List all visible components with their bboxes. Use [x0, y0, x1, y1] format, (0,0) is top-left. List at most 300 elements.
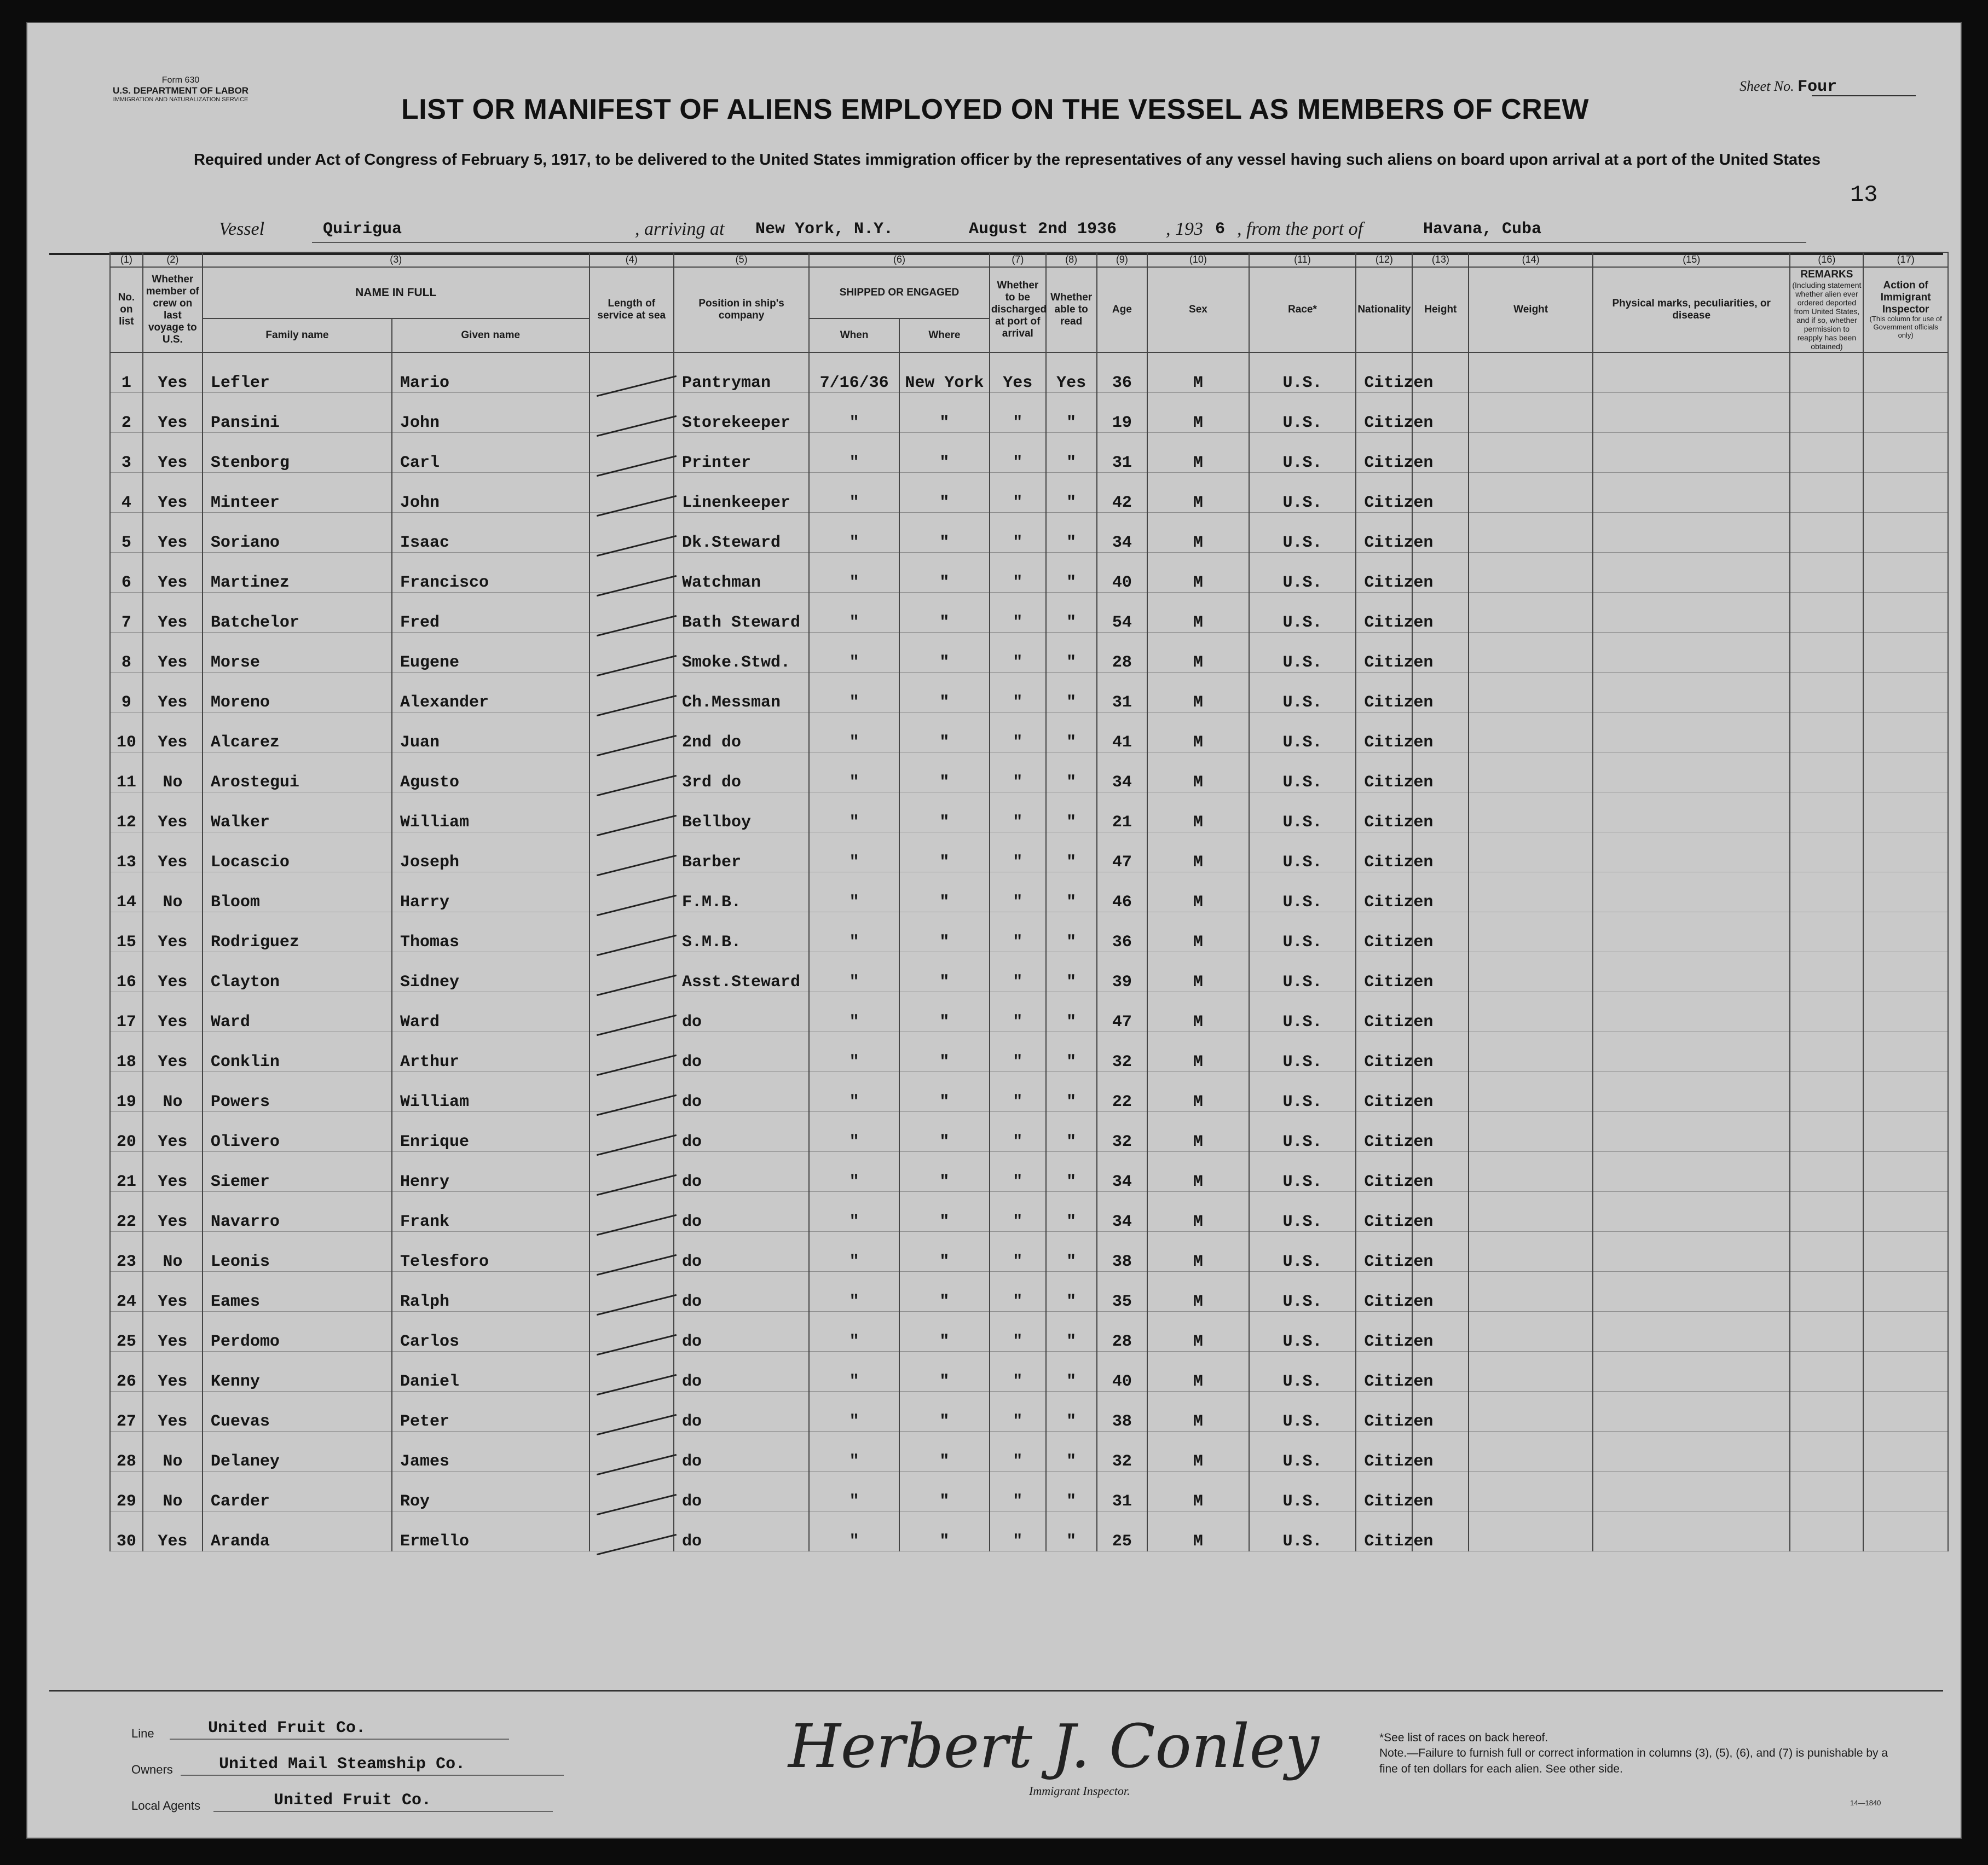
crew-rows — [110, 352, 1948, 1551]
empty-cell — [1863, 1032, 1948, 1072]
family-name-cell: Cuevas — [203, 1392, 392, 1432]
family-name-cell: Ward — [203, 992, 392, 1032]
header-row-1 — [110, 267, 1948, 318]
position-cell: Storekeeper — [674, 393, 809, 433]
row-number: 5 — [110, 513, 143, 553]
row-number: 11 — [110, 752, 143, 792]
family-name-cell: Martinez — [203, 553, 392, 593]
family-name-cell: Leonis — [203, 1232, 392, 1272]
length-service-cell — [590, 912, 674, 952]
row-number: 3 — [110, 433, 143, 473]
shipped-when-cell: " — [809, 1072, 899, 1112]
table-row — [110, 1272, 1948, 1312]
nationality-cell: Citizen — [1356, 752, 1412, 792]
nationality-cell: Citizen — [1356, 872, 1412, 912]
empty-cell — [1593, 673, 1790, 713]
table-row — [110, 1352, 1948, 1392]
header-age: Age — [1097, 267, 1148, 353]
shipped-where-cell: " — [899, 473, 990, 513]
sex-cell: M — [1147, 832, 1249, 872]
given-name-cell: Roy — [392, 1472, 590, 1511]
nationality-cell: Citizen — [1356, 1511, 1412, 1551]
empty-cell — [1863, 352, 1948, 393]
empty-cell — [1469, 673, 1593, 713]
last-voyage-cell: No — [143, 1072, 203, 1112]
row-number: 10 — [110, 713, 143, 752]
empty-cell — [1593, 992, 1790, 1032]
shipped-when-cell: " — [809, 1312, 899, 1352]
length-service-cell — [590, 513, 674, 553]
race-cell: U.S. — [1249, 1511, 1356, 1551]
last-voyage-cell: Yes — [143, 1152, 203, 1192]
empty-cell — [1863, 1352, 1948, 1392]
last-voyage-cell: Yes — [143, 1352, 203, 1392]
shipped-when-cell: " — [809, 1112, 899, 1152]
sex-cell: M — [1147, 1312, 1249, 1352]
able-read-cell: " — [1046, 593, 1097, 633]
able-read-cell: " — [1046, 1232, 1097, 1272]
empty-cell — [1469, 393, 1593, 433]
empty-cell — [1863, 912, 1948, 952]
discharged-cell: " — [990, 832, 1046, 872]
col-num-14: (14) — [1469, 252, 1593, 267]
family-name-cell: Morse — [203, 633, 392, 673]
position-cell: do — [674, 1392, 809, 1432]
given-name-cell: Enrique — [392, 1112, 590, 1152]
col-num-8: (8) — [1046, 252, 1097, 267]
family-name-cell: Soriano — [203, 513, 392, 553]
age-cell: 28 — [1097, 1312, 1148, 1352]
given-name-cell: John — [392, 473, 590, 513]
sex-cell: M — [1147, 593, 1249, 633]
shipped-where-cell: " — [899, 952, 990, 992]
last-voyage-cell: Yes — [143, 832, 203, 872]
agents-label: Local Agents — [131, 1799, 200, 1812]
family-name-cell: Minteer — [203, 473, 392, 513]
row-number: 25 — [110, 1312, 143, 1352]
able-read-cell: " — [1046, 1032, 1097, 1072]
empty-cell — [1469, 1072, 1593, 1112]
family-name-cell: Aranda — [203, 1511, 392, 1551]
row-number: 30 — [110, 1511, 143, 1551]
empty-cell — [1790, 992, 1863, 1032]
owners-underline — [181, 1775, 564, 1776]
able-read-cell: " — [1046, 673, 1097, 713]
length-service-cell — [590, 1032, 674, 1072]
empty-cell — [1593, 473, 1790, 513]
empty-cell — [1469, 513, 1593, 553]
owners-label: Owners — [131, 1763, 173, 1776]
shipped-when-cell: " — [809, 1511, 899, 1551]
empty-cell — [1790, 1072, 1863, 1112]
last-voyage-cell: Yes — [143, 1112, 203, 1152]
empty-cell — [1593, 952, 1790, 992]
shipped-when-cell: " — [809, 952, 899, 992]
able-read-cell: " — [1046, 1472, 1097, 1511]
empty-cell — [1469, 872, 1593, 912]
family-name-cell: Eames — [203, 1272, 392, 1312]
shipped-where-cell: " — [899, 393, 990, 433]
age-cell: 41 — [1097, 713, 1148, 752]
empty-cell — [1593, 1232, 1790, 1272]
empty-cell — [1469, 1192, 1593, 1232]
nationality-cell: Citizen — [1356, 952, 1412, 992]
form-code: 14—1840 — [1850, 1799, 1881, 1807]
header-physical-marks: Physical marks, peculiarities, or disease — [1593, 267, 1790, 353]
col-num-1: (1) — [110, 252, 143, 267]
given-name-cell: Peter — [392, 1392, 590, 1432]
empty-cell — [1863, 1072, 1948, 1112]
empty-cell — [1863, 393, 1948, 433]
empty-cell — [1863, 992, 1948, 1032]
empty-cell — [1469, 1232, 1593, 1272]
shipped-when-cell: " — [809, 912, 899, 952]
length-service-cell — [590, 1472, 674, 1511]
empty-cell — [1593, 633, 1790, 673]
position-cell: do — [674, 1352, 809, 1392]
nationality-cell: Citizen — [1356, 352, 1412, 393]
vessel-name: Quirigua — [323, 220, 402, 239]
shipped-where-cell: New York — [899, 352, 990, 393]
given-name-cell: Henry — [392, 1152, 590, 1192]
empty-cell — [1593, 1072, 1790, 1112]
last-voyage-cell: Yes — [143, 792, 203, 832]
col-num-9: (9) — [1097, 252, 1148, 267]
empty-cell — [1790, 872, 1863, 912]
able-read-cell: " — [1046, 473, 1097, 513]
family-name-cell: Alcarez — [203, 713, 392, 752]
empty-cell — [1593, 1432, 1790, 1472]
family-name-cell: Powers — [203, 1072, 392, 1112]
table-row — [110, 1312, 1948, 1352]
penalty-note: Note.—Failure to furnish full or correct information in columns (3), (5), (6), and (7) is punishable by a fine of ten dollars for each alien. See other side. — [1379, 1747, 1888, 1775]
race-cell: U.S. — [1249, 393, 1356, 433]
empty-cell — [1469, 992, 1593, 1032]
col-num-7: (7) — [990, 252, 1046, 267]
given-name-cell: Ward — [392, 992, 590, 1032]
given-name-cell: Carl — [392, 433, 590, 473]
discharged-cell: " — [990, 1112, 1046, 1152]
empty-cell — [1593, 1392, 1790, 1432]
last-voyage-cell: No — [143, 1232, 203, 1272]
header-weight: Weight — [1469, 267, 1593, 353]
sex-cell: M — [1147, 1152, 1249, 1192]
empty-cell — [1863, 1272, 1948, 1312]
discharged-cell: " — [990, 1392, 1046, 1432]
empty-cell — [1593, 1312, 1790, 1352]
row-number: 16 — [110, 952, 143, 992]
header-length-service: Length of service at sea — [590, 267, 674, 353]
discharged-cell: " — [990, 1032, 1046, 1072]
length-service-cell — [590, 1352, 674, 1392]
given-name-cell: Thomas — [392, 912, 590, 952]
sex-cell: M — [1147, 792, 1249, 832]
shipped-where-cell: " — [899, 553, 990, 593]
age-cell: 36 — [1097, 352, 1148, 393]
sex-cell: M — [1147, 553, 1249, 593]
age-cell: 32 — [1097, 1112, 1148, 1152]
last-voyage-cell: No — [143, 1432, 203, 1472]
shipped-where-cell: " — [899, 633, 990, 673]
empty-cell — [1790, 553, 1863, 593]
sex-cell: M — [1147, 872, 1249, 912]
sex-cell: M — [1147, 1112, 1249, 1152]
race-cell: U.S. — [1249, 1432, 1356, 1472]
empty-cell — [1469, 1432, 1593, 1472]
header-family-name: Family name — [203, 318, 392, 353]
last-voyage-cell: Yes — [143, 473, 203, 513]
col-num-6: (6) — [809, 252, 990, 267]
length-service-cell — [590, 1112, 674, 1152]
length-service-cell — [590, 1192, 674, 1232]
page-title: LIST OR MANIFEST OF ALIENS EMPLOYED ON THE VESSEL AS MEMBERS OF CREW — [401, 94, 1589, 125]
empty-cell — [1863, 1472, 1948, 1511]
last-voyage-cell: No — [143, 1472, 203, 1511]
line-label: Line — [131, 1727, 154, 1740]
empty-cell — [1593, 752, 1790, 792]
age-cell: 22 — [1097, 1072, 1148, 1112]
line-value: United Fruit Co. — [208, 1719, 366, 1737]
header-given-name: Given name — [392, 318, 590, 353]
shipped-when-cell: " — [809, 1232, 899, 1272]
year-suffix: 6 — [1215, 220, 1226, 239]
last-voyage-cell: No — [143, 752, 203, 792]
shipped-when-cell: " — [809, 1272, 899, 1312]
shipped-where-cell: " — [899, 1112, 990, 1152]
remarks-note: (Including statement whether alien ever ordered deported from United States, and if so, whether permission to reapply has been obtained) — [1792, 280, 1862, 351]
empty-cell — [1469, 1352, 1593, 1392]
empty-cell — [1790, 433, 1863, 473]
from-port-label: , from the port of — [1237, 219, 1363, 239]
table-row — [110, 1392, 1948, 1432]
row-number: 23 — [110, 1232, 143, 1272]
able-read-cell: " — [1046, 393, 1097, 433]
crew-manifest-table — [109, 252, 1949, 1551]
col-num-12: (12) — [1356, 252, 1412, 267]
nationality-cell: Citizen — [1356, 553, 1412, 593]
table-row — [110, 1432, 1948, 1472]
shipped-when-cell: " — [809, 1472, 899, 1511]
position-cell: Bellboy — [674, 792, 809, 832]
position-cell: Bath Steward — [674, 593, 809, 633]
empty-cell — [1593, 1112, 1790, 1152]
last-voyage-cell: Yes — [143, 352, 203, 393]
able-read-cell: Yes — [1046, 352, 1097, 393]
given-name-cell: Ralph — [392, 1272, 590, 1312]
position-cell: do — [674, 1232, 809, 1272]
given-name-cell: Telesforo — [392, 1232, 590, 1272]
length-service-cell — [590, 633, 674, 673]
race-cell: U.S. — [1249, 1312, 1356, 1352]
empty-cell — [1469, 792, 1593, 832]
empty-cell — [1593, 513, 1790, 553]
length-service-cell — [590, 1432, 674, 1472]
family-name-cell: Siemer — [203, 1152, 392, 1192]
form-number: Form 630 — [161, 76, 200, 85]
empty-cell — [1790, 593, 1863, 633]
discharged-cell: " — [990, 513, 1046, 553]
empty-cell — [1790, 393, 1863, 433]
discharged-cell: " — [990, 433, 1046, 473]
empty-cell — [1593, 832, 1790, 872]
empty-cell — [1469, 1392, 1593, 1432]
shipped-where-cell: " — [899, 433, 990, 473]
given-name-cell: Eugene — [392, 633, 590, 673]
able-read-cell: " — [1046, 553, 1097, 593]
empty-cell — [1469, 433, 1593, 473]
last-voyage-cell: Yes — [143, 1032, 203, 1072]
header-race: Race* — [1249, 267, 1356, 353]
discharged-cell: " — [990, 1152, 1046, 1192]
length-service-cell — [590, 1072, 674, 1112]
empty-cell — [1863, 553, 1948, 593]
empty-cell — [1790, 952, 1863, 992]
shipped-where-cell: " — [899, 1511, 990, 1551]
race-cell: U.S. — [1249, 352, 1356, 393]
row-number: 1 — [110, 352, 143, 393]
empty-cell — [1863, 952, 1948, 992]
age-cell: 34 — [1097, 513, 1148, 553]
col-num-10: (10) — [1147, 252, 1249, 267]
empty-cell — [1593, 1192, 1790, 1232]
shipped-when-cell: " — [809, 633, 899, 673]
header-no-on-list: No. on list — [110, 267, 143, 353]
able-read-cell: " — [1046, 792, 1097, 832]
able-read-cell: " — [1046, 912, 1097, 952]
shipped-where-cell: " — [899, 1312, 990, 1352]
empty-cell — [1469, 912, 1593, 952]
empty-cell — [1863, 1312, 1948, 1352]
empty-cell — [1863, 1511, 1948, 1551]
able-read-cell: " — [1046, 713, 1097, 752]
row-number: 26 — [110, 1352, 143, 1392]
empty-cell — [1469, 832, 1593, 872]
empty-cell — [1593, 1352, 1790, 1392]
length-service-cell — [590, 992, 674, 1032]
table-row — [110, 952, 1948, 992]
able-read-cell: " — [1046, 1272, 1097, 1312]
last-voyage-cell: Yes — [143, 952, 203, 992]
length-service-cell — [590, 393, 674, 433]
header-last-voyage: Whether member of crew on last voyage to U.S. — [143, 267, 203, 353]
empty-cell — [1469, 352, 1593, 393]
race-cell: U.S. — [1249, 1232, 1356, 1272]
nationality-cell: Citizen — [1356, 1432, 1412, 1472]
age-cell: 38 — [1097, 1392, 1148, 1432]
position-cell: Linenkeeper — [674, 473, 809, 513]
empty-cell — [1863, 1192, 1948, 1232]
table-row — [110, 513, 1948, 553]
age-cell: 35 — [1097, 1272, 1148, 1312]
nationality-cell: Citizen — [1356, 513, 1412, 553]
table-row — [110, 553, 1948, 593]
shipped-where-cell: " — [899, 513, 990, 553]
shipped-when-cell: " — [809, 1152, 899, 1192]
race-cell: U.S. — [1249, 1352, 1356, 1392]
row-number: 19 — [110, 1072, 143, 1112]
race-cell: U.S. — [1249, 1272, 1356, 1312]
last-voyage-cell: Yes — [143, 553, 203, 593]
age-cell: 31 — [1097, 673, 1148, 713]
table-row — [110, 1152, 1948, 1192]
sex-cell: M — [1147, 952, 1249, 992]
age-cell: 32 — [1097, 1432, 1148, 1472]
col-num-5: (5) — [674, 252, 809, 267]
empty-cell — [1469, 1472, 1593, 1511]
empty-cell — [1863, 1112, 1948, 1152]
shipped-when-cell: " — [809, 673, 899, 713]
inspector-label: Immigrant Inspector. — [1029, 1784, 1130, 1798]
nationality-cell: Citizen — [1356, 673, 1412, 713]
age-cell: 25 — [1097, 1511, 1148, 1551]
race-cell: U.S. — [1249, 1152, 1356, 1192]
table-row — [110, 752, 1948, 792]
position-cell: do — [674, 1312, 809, 1352]
length-service-cell — [590, 1272, 674, 1312]
col-num-17: (17) — [1863, 252, 1948, 267]
voyage-underline — [312, 242, 1806, 243]
shipped-when-cell: 7/16/36 — [809, 352, 899, 393]
col-num-16: (16) — [1790, 252, 1863, 267]
header-nationality: Nationality — [1356, 267, 1412, 353]
family-name-cell: Kenny — [203, 1352, 392, 1392]
race-cell: U.S. — [1249, 713, 1356, 752]
sex-cell: M — [1147, 1432, 1249, 1472]
race-cell: U.S. — [1249, 872, 1356, 912]
row-number: 28 — [110, 1432, 143, 1472]
table-row — [110, 673, 1948, 713]
row-number: 20 — [110, 1112, 143, 1152]
position-cell: Asst.Steward — [674, 952, 809, 992]
empty-cell — [1863, 713, 1948, 752]
sex-cell: M — [1147, 1272, 1249, 1312]
nationality-cell: Citizen — [1356, 1112, 1412, 1152]
age-cell: 34 — [1097, 1192, 1148, 1232]
position-cell: F.M.B. — [674, 872, 809, 912]
race-cell: U.S. — [1249, 633, 1356, 673]
empty-cell — [1593, 1511, 1790, 1551]
family-name-cell: Arostegui — [203, 752, 392, 792]
col-num-15: (15) — [1593, 252, 1790, 267]
empty-cell — [1790, 1232, 1863, 1272]
shipped-when-cell: " — [809, 1192, 899, 1232]
empty-cell — [1469, 1272, 1593, 1312]
length-service-cell — [590, 1392, 674, 1432]
race-cell: U.S. — [1249, 513, 1356, 553]
empty-cell — [1593, 1472, 1790, 1511]
length-service-cell — [590, 832, 674, 872]
empty-cell — [1790, 713, 1863, 752]
table-row — [110, 1192, 1948, 1232]
empty-cell — [1469, 1312, 1593, 1352]
length-service-cell — [590, 553, 674, 593]
family-name-cell: Delaney — [203, 1432, 392, 1472]
given-name-cell: Juan — [392, 713, 590, 752]
shipped-when-cell: " — [809, 1352, 899, 1392]
shipped-when-cell: " — [809, 473, 899, 513]
shipped-where-cell: " — [899, 1472, 990, 1511]
family-name-cell: Batchelor — [203, 593, 392, 633]
empty-cell — [1790, 752, 1863, 792]
last-voyage-cell: No — [143, 872, 203, 912]
given-name-cell: Arthur — [392, 1032, 590, 1072]
able-read-cell: " — [1046, 832, 1097, 872]
nationality-cell: Citizen — [1356, 1472, 1412, 1511]
discharged-cell: " — [990, 1472, 1046, 1511]
given-name-cell: Alexander — [392, 673, 590, 713]
last-voyage-cell: Yes — [143, 673, 203, 713]
nationality-cell: Citizen — [1356, 473, 1412, 513]
